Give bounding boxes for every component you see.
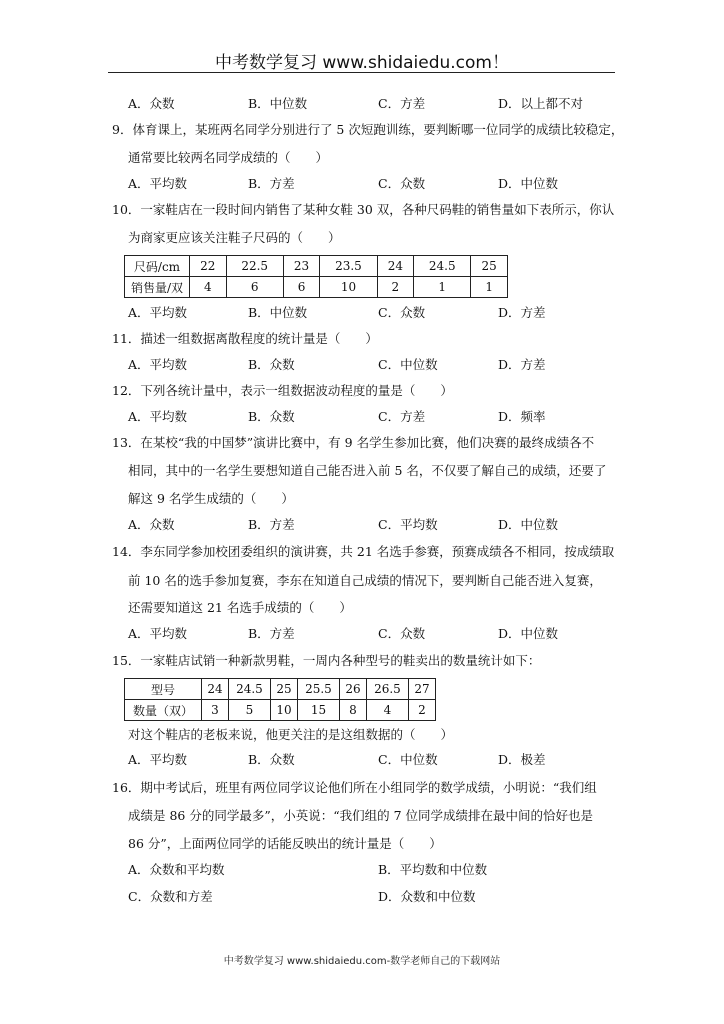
table-cell: 10 [320,277,377,298]
q13-option-c: C．平均数 [378,517,438,532]
table-cell: 6 [283,277,320,298]
q10-stem-cont: 为商家更应该关注鞋子尺码的（ ） [128,230,341,245]
table-cell: 5 [228,700,270,721]
q11-option-d: D．方差 [498,357,546,372]
header-divider [108,72,615,73]
q8-option-c: C．方差 [378,96,426,111]
q10-option-d: D．方差 [498,305,546,320]
q13-option-b: B．方差 [248,517,295,532]
q15-model-table [124,678,436,721]
q14-stem: 14．李东同学参加校团委组织的演讲赛，共 21 名选手参赛，预赛成绩各不相同，按成绩取 [112,544,615,559]
table-cell: 销售量/双 [125,277,190,298]
q11-stem: 11．描述一组数据离散程度的统计量是（ ） [112,331,378,346]
q8-option-b: B．中位数 [248,96,308,111]
q13-option-d: D．中位数 [498,517,559,532]
q9-stem-cont: 通常要比较两名同学成绩的（ ） [128,150,329,165]
q9-option-b: B．方差 [248,176,295,191]
q12-option-d: D．频率 [498,409,546,424]
q12-option-c: C．方差 [378,409,426,424]
q15-stem-cont: 对这个鞋店的老板来说，他更关注的是这组数据的（ ） [128,727,454,742]
q11-option-b: B．众数 [248,357,295,372]
table-cell: 26.5 [366,679,408,700]
table-cell: 8 [340,700,367,721]
q10-option-c: C．众数 [378,305,426,320]
table-cell: 23 [283,256,320,277]
q11-option-c: C．中位数 [378,357,438,372]
q9-option-a: A．平均数 [128,176,188,191]
q13-option-a: A．众数 [128,517,175,532]
q16-stem: 16．期中考试后，班里有两位同学议论他们所在小组同学的数学成绩，小明说：“我们组 [112,780,597,795]
q8-option-a: A．众数 [128,96,175,111]
q10-stem: 10．一家鞋店在一段时间内销售了某种女鞋 30 双，各种尺码鞋的销售量如下表所示，你认 [112,202,615,217]
q15-stem: 15．一家鞋店试销一种新款男鞋，一周内各种型号的鞋卖出的数量统计如下： [112,653,541,668]
q15-option-c: C．中位数 [378,752,438,767]
q9-stem: 9．体育课上，某班两名同学分别进行了 5 次短跑训练，要判断哪一位同学的成绩比较稳定， [112,122,624,137]
table-cell: 15 [297,700,339,721]
q8-option-d: D．以上都不对 [498,96,584,111]
q13-stem-cont-2: 解这 9 名学生成绩的（ ） [128,491,294,506]
q10-option-a: A．平均数 [128,305,188,320]
q12-stem: 12．下列各统计量中，表示一组数据波动程度的量是（ ） [112,383,453,398]
q14-option-b: B．方差 [248,626,295,641]
table-cell: 尺码/cm [125,256,190,277]
q12-option-b: B．众数 [248,409,295,424]
q13-stem: 13．在某校“我的中国梦”演讲比赛中，有 9 名学生参加比赛，他们决赛的最终成绩各不 [112,435,595,450]
table-cell: 数量（双） [125,700,202,721]
q13-stem-cont-1: 相同，其中的一名学生要想知道自己能否进入前 5 名，不仅要了解自己的成绩，还要了 [128,463,607,478]
table-row [125,700,436,721]
q10-size-table [124,255,508,298]
q9-option-d: D．中位数 [498,176,559,191]
table-cell: 24 [377,256,414,277]
table-cell: 1 [471,277,508,298]
q15-option-b: B．众数 [248,752,295,767]
table-cell: 24.5 [414,256,471,277]
table-cell: 24 [202,679,229,700]
table-row [125,679,436,700]
q16-stem-cont-1: 成绩是 86 分的同学最多”，小英说：“我们组的 7 位同学成绩排在最中间的恰好也是 [128,808,594,823]
q16-option-b: B．平均数和中位数 [378,862,488,877]
table-cell: 6 [226,277,283,298]
q14-option-a: A．平均数 [128,626,188,641]
page-header-title: 中考数学复习 www.shidaiedu.com！ [215,53,509,73]
table-cell: 25 [471,256,508,277]
table-cell: 22.5 [226,256,283,277]
table-cell: 型号 [125,679,202,700]
q15-option-d: D．极差 [498,752,546,767]
table-cell: 2 [409,700,436,721]
table-cell: 26 [340,679,367,700]
table-cell: 4 [366,700,408,721]
table-cell: 10 [271,700,298,721]
q14-stem-cont-2: 还需要知道这 21 名选手成绩的（ ） [128,600,352,615]
table-cell: 23.5 [320,256,377,277]
q14-option-d: D．中位数 [498,626,559,641]
table-cell: 3 [202,700,229,721]
q11-option-a: A．平均数 [128,357,188,372]
q16-option-c: C．众数和方差 [128,889,213,904]
q16-option-d: D．众数和中位数 [378,889,476,904]
table-cell: 25 [271,679,298,700]
table-row [125,277,508,298]
table-cell: 25.5 [297,679,339,700]
table-cell: 27 [409,679,436,700]
q9-option-c: C．众数 [378,176,426,191]
q16-stem-cont-2: 86 分”，上面两位同学的话能反映出的统计量是（ ） [128,836,442,851]
table-row [125,256,508,277]
q10-option-b: B．中位数 [248,305,308,320]
page-footer: 中考数学复习 www.shidaiedu.com-数学老师自己的下载网站 [223,956,501,967]
table-cell: 4 [190,277,227,298]
table-cell: 1 [414,277,471,298]
q16-option-a: A．众数和平均数 [128,862,225,877]
q15-option-a: A．平均数 [128,752,188,767]
table-cell: 2 [377,277,414,298]
q14-option-c: C．众数 [378,626,426,641]
q14-stem-cont-1: 前 10 名的选手参加复赛，李东在知道自己成绩的情况下，要判断自己能否进入复赛， [128,573,602,588]
table-cell: 24.5 [228,679,270,700]
q12-option-a: A．平均数 [128,409,188,424]
table-cell: 22 [190,256,227,277]
